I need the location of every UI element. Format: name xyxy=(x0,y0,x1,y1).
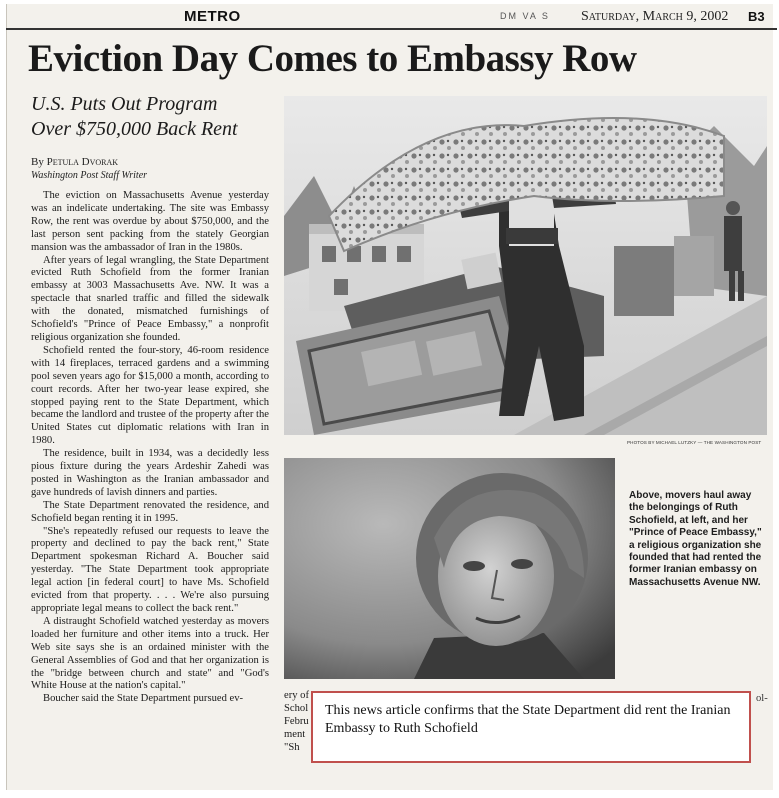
fragment-line: Schol xyxy=(284,702,309,714)
paragraph: Schofield rented the four-story, 46-room residence with 14 fireplaces, terraced gardens and a swimming pool seven years ago for $15,000 a month, according to court records. After her two-year lease expired, she stopped paying rent to the State Department, which became the landlord and trustee of the property after the United States cut diplomatic relations with Iran in 1980. xyxy=(31,344,269,447)
fragment-line: "Sh xyxy=(284,741,300,753)
paragraph: The State Department renovated the residence, and Schofield began renting it in 1995. xyxy=(31,499,269,524)
section-name: METRO xyxy=(184,8,241,25)
headline: Eviction Day Comes to Embassy Row xyxy=(28,37,637,80)
subhead-line-1: U.S. Puts Out Program xyxy=(31,93,218,115)
photo-caption: Above, movers haul away the belongings of Ruth Schofield, at left, and her "Prince of Peace Embassy," a religious organization she founded that had rented the former Iranian embassy on Massachusetts Avenue NW. xyxy=(629,490,762,588)
subhead xyxy=(31,92,281,142)
paragraph: The eviction on Massachusetts Avenue yesterday was an indelicate undertaking. The site was Embassy Row, the rent was overdue by about $750,000, and the last person sent packing from the stately Georgian mansion was the ambassador of Iran in the 1980s. xyxy=(31,190,269,253)
paragraph: The residence, built in 1934, was a decidedly less pious fixture during the years Ardeshir Zahedi was posted in Washington as the Iranian ambassador and gave hundreds of lavish dinners and parties. xyxy=(31,448,269,498)
next-column-fragment xyxy=(284,690,314,755)
right-column-fragment: ol- xyxy=(756,693,768,704)
fragment-line: Febru xyxy=(284,715,309,727)
paragraph: Boucher said the State Department pursued ev- xyxy=(43,693,244,705)
header-rule xyxy=(6,28,777,30)
byline-affiliation: Washington Post Staff Writer xyxy=(31,170,148,181)
publication-date: Saturday, March 9, 2002 xyxy=(581,9,729,24)
paragraph: A distraught Schofield watched yesterday as movers loaded her furniture and other items into a truck. Her Web site says she is an ordained minister with the General Assemblies of God and that her organization is the "bridge between church and state" and "God's White House at the nation's capital." xyxy=(31,615,269,692)
eviction-photo xyxy=(284,96,767,435)
byline xyxy=(31,156,271,182)
byline-prefix: By xyxy=(31,156,47,168)
byline-name: Petula Dvorak xyxy=(46,156,119,168)
annotation-callout: This news article confirms that the State Department did rent the Iranian Embassy to Ruth Schofield xyxy=(311,691,751,763)
folio-code: DM VA S xyxy=(500,11,550,21)
subhead-line-2: Over $750,000 Back Rent xyxy=(31,118,238,140)
page-number: B3 xyxy=(748,9,765,24)
fragment-line: ery of xyxy=(284,690,309,701)
paragraph: "She's repeatedly refused our requests to leave the property and declined to pay the back rent," State Department spokesman Richard A. Boucher said yesterday. "The State Department took appropriate legal action [in federal court] to have Ms. Schofield evicted from that property. . . . We're also pursuing appropriate legal means to collect the back rent." xyxy=(31,525,269,614)
paragraph: After years of legal wrangling, the State Department evicted Ruth Schofield from the former Iranian embassy at 3003 Massachusetts Ave. NW. It was a spectacle that snarled traffic and filled the sidewalk with the donated, mismatched furnishings of Schofield's "Prince of Peace Embassy," a nonprofit religious organization she founded. xyxy=(31,254,269,343)
portrait-photo xyxy=(284,458,615,679)
article-body xyxy=(31,190,269,706)
fragment-line: ment xyxy=(284,728,306,740)
photo-credit: PHOTOS BY MICHAEL LUTZKY — THE WASHINGTON POST xyxy=(627,440,762,445)
